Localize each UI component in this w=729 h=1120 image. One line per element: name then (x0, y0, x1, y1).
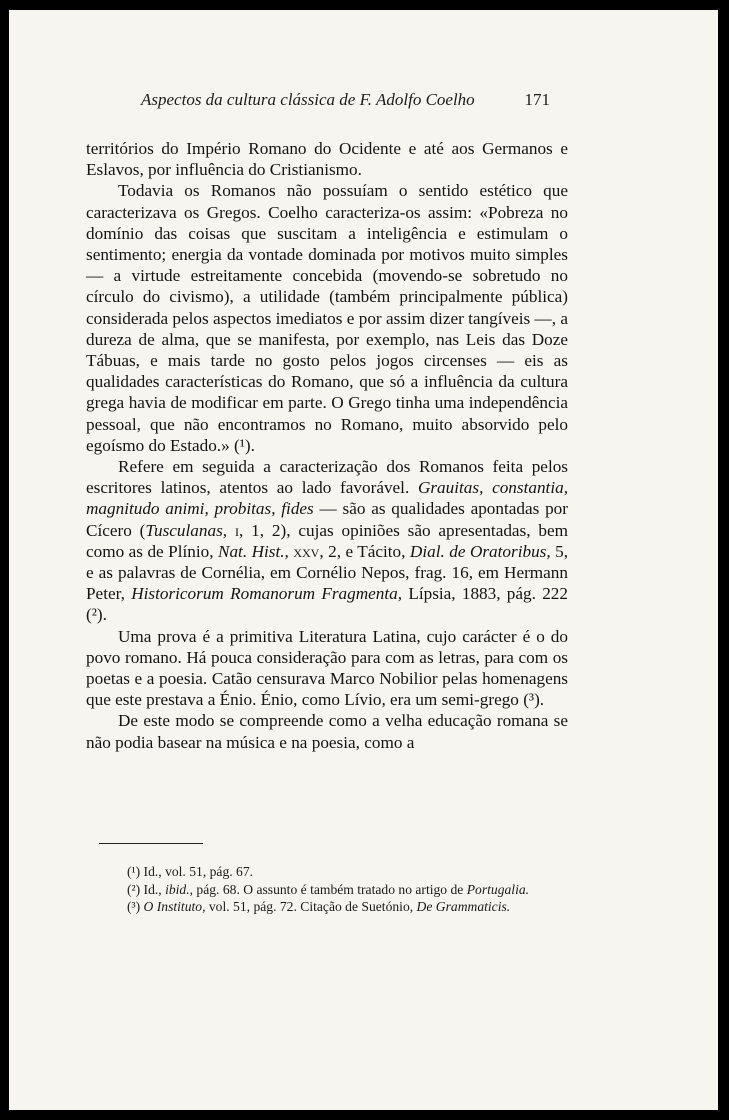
italic-run: Grauitas, constantia, magnitudo animi, probitas, fides (86, 478, 568, 519)
footnote-text: Id., (143, 881, 166, 897)
footnote-marker: (³) (127, 899, 141, 915)
paragraph (86, 456, 568, 626)
book-page (9, 10, 718, 1110)
paragraph: Uma prova é a primitiva Literatura Latina, cujo carácter é o do povo romano. Há pouca consideração para com as letras, para com os poetas e a poesia. Catão censurava Marco Nobilior pelas homenagens que este prestava a Énio. Énio, como Lívio, era um semi-grego (³). (86, 626, 568, 710)
roman-numeral: i (234, 520, 239, 540)
running-title: Aspectos da cultura clássica de F. Adolfo Coelho (141, 90, 475, 109)
italic-run: Nat. Hist., (217, 541, 289, 561)
footnote (97, 881, 575, 899)
footnote-marker: (¹) (127, 864, 141, 879)
text-run (227, 521, 235, 540)
text-run: , 1, 2), cujas opiniões são apresentadas, bem como as de Plínio, (86, 520, 568, 561)
paragraph: Todavia os Romanos não possuíam o sentido estético que caracterizava os Gregos. Coelho caracteriza-os assim: «Pobreza no domínio das coisas que suscitam a inteligência e estimulam o sentimento; energia da vontade dominada por motivos muito simples — a virtude estreitamente concebida (movendo-se sobretudo no círculo do civismo), a utilidade (também principalmente pública) considerada pelos aspectos imediatos e por assim dizer tangíveis —, a dureza de alma, que se manifesta, por exemplo, nas Leis das Doze Tábuas, e mais tarde no gosto pelos jogos circenses — eis as qualidades características do Romano, que só a influência da cultura grega havia de modificar em parte. O Grego tinha uma independência pessoal, que não encontramos no Romano, muito absorvido pelo egoísmo do Estado.» (¹). (86, 181, 568, 455)
paragraph: De este modo se compreende como a velha educação romana se não podia basear na música e na poesia, como a (86, 711, 568, 752)
text-run: — são as qualidades apontadas por Cícero ( (86, 499, 568, 540)
paragraph: territórios do Império Romano do Ocidente e até aos Germanos e Eslavos, por influência do Cristianismo. (86, 139, 568, 180)
page-number: 171 (524, 90, 550, 109)
footnote-italic: De Grammaticis. (416, 899, 511, 915)
text-run: Refere em seguida a caracterização dos Romanos feita pelos escritores latinos, atentos ao lado favorável. (86, 457, 568, 498)
italic-run: Tusculanas, (145, 520, 228, 540)
footnote-marker: (²) (127, 881, 141, 897)
text-run: 5, e as palavras de Cornélia, em Cornélio Nepos, frag. 16, em Hermann Peter, (86, 541, 569, 604)
footnote-italic: O Instituto, (143, 899, 206, 915)
footnote (97, 863, 575, 881)
footnote-text: Id., vol. 51, pág. 67. (143, 864, 254, 879)
roman-numeral: xxv (293, 541, 320, 561)
footnote-italic: ibid., (165, 881, 194, 897)
text-run: Lípsia, 1883, pág. 222 (²). (86, 584, 568, 625)
footnote-text: vol. 51, pág. 72. Citação de Suetónio, (205, 899, 417, 915)
text-run: , 2, e Tácito, (319, 541, 410, 561)
main-text (86, 138, 568, 753)
italic-run: Historicorum Romanorum Fragmenta, (131, 584, 403, 604)
footnote-text: pág. 68. O assunto é também tratado no artigo de (193, 881, 467, 897)
footnotes (97, 863, 575, 916)
footnote-rule (99, 843, 203, 844)
footnote-italic: Portugalia. (466, 881, 530, 897)
footnote (97, 898, 575, 916)
italic-run: Dial. de Oratoribus, (409, 541, 551, 561)
